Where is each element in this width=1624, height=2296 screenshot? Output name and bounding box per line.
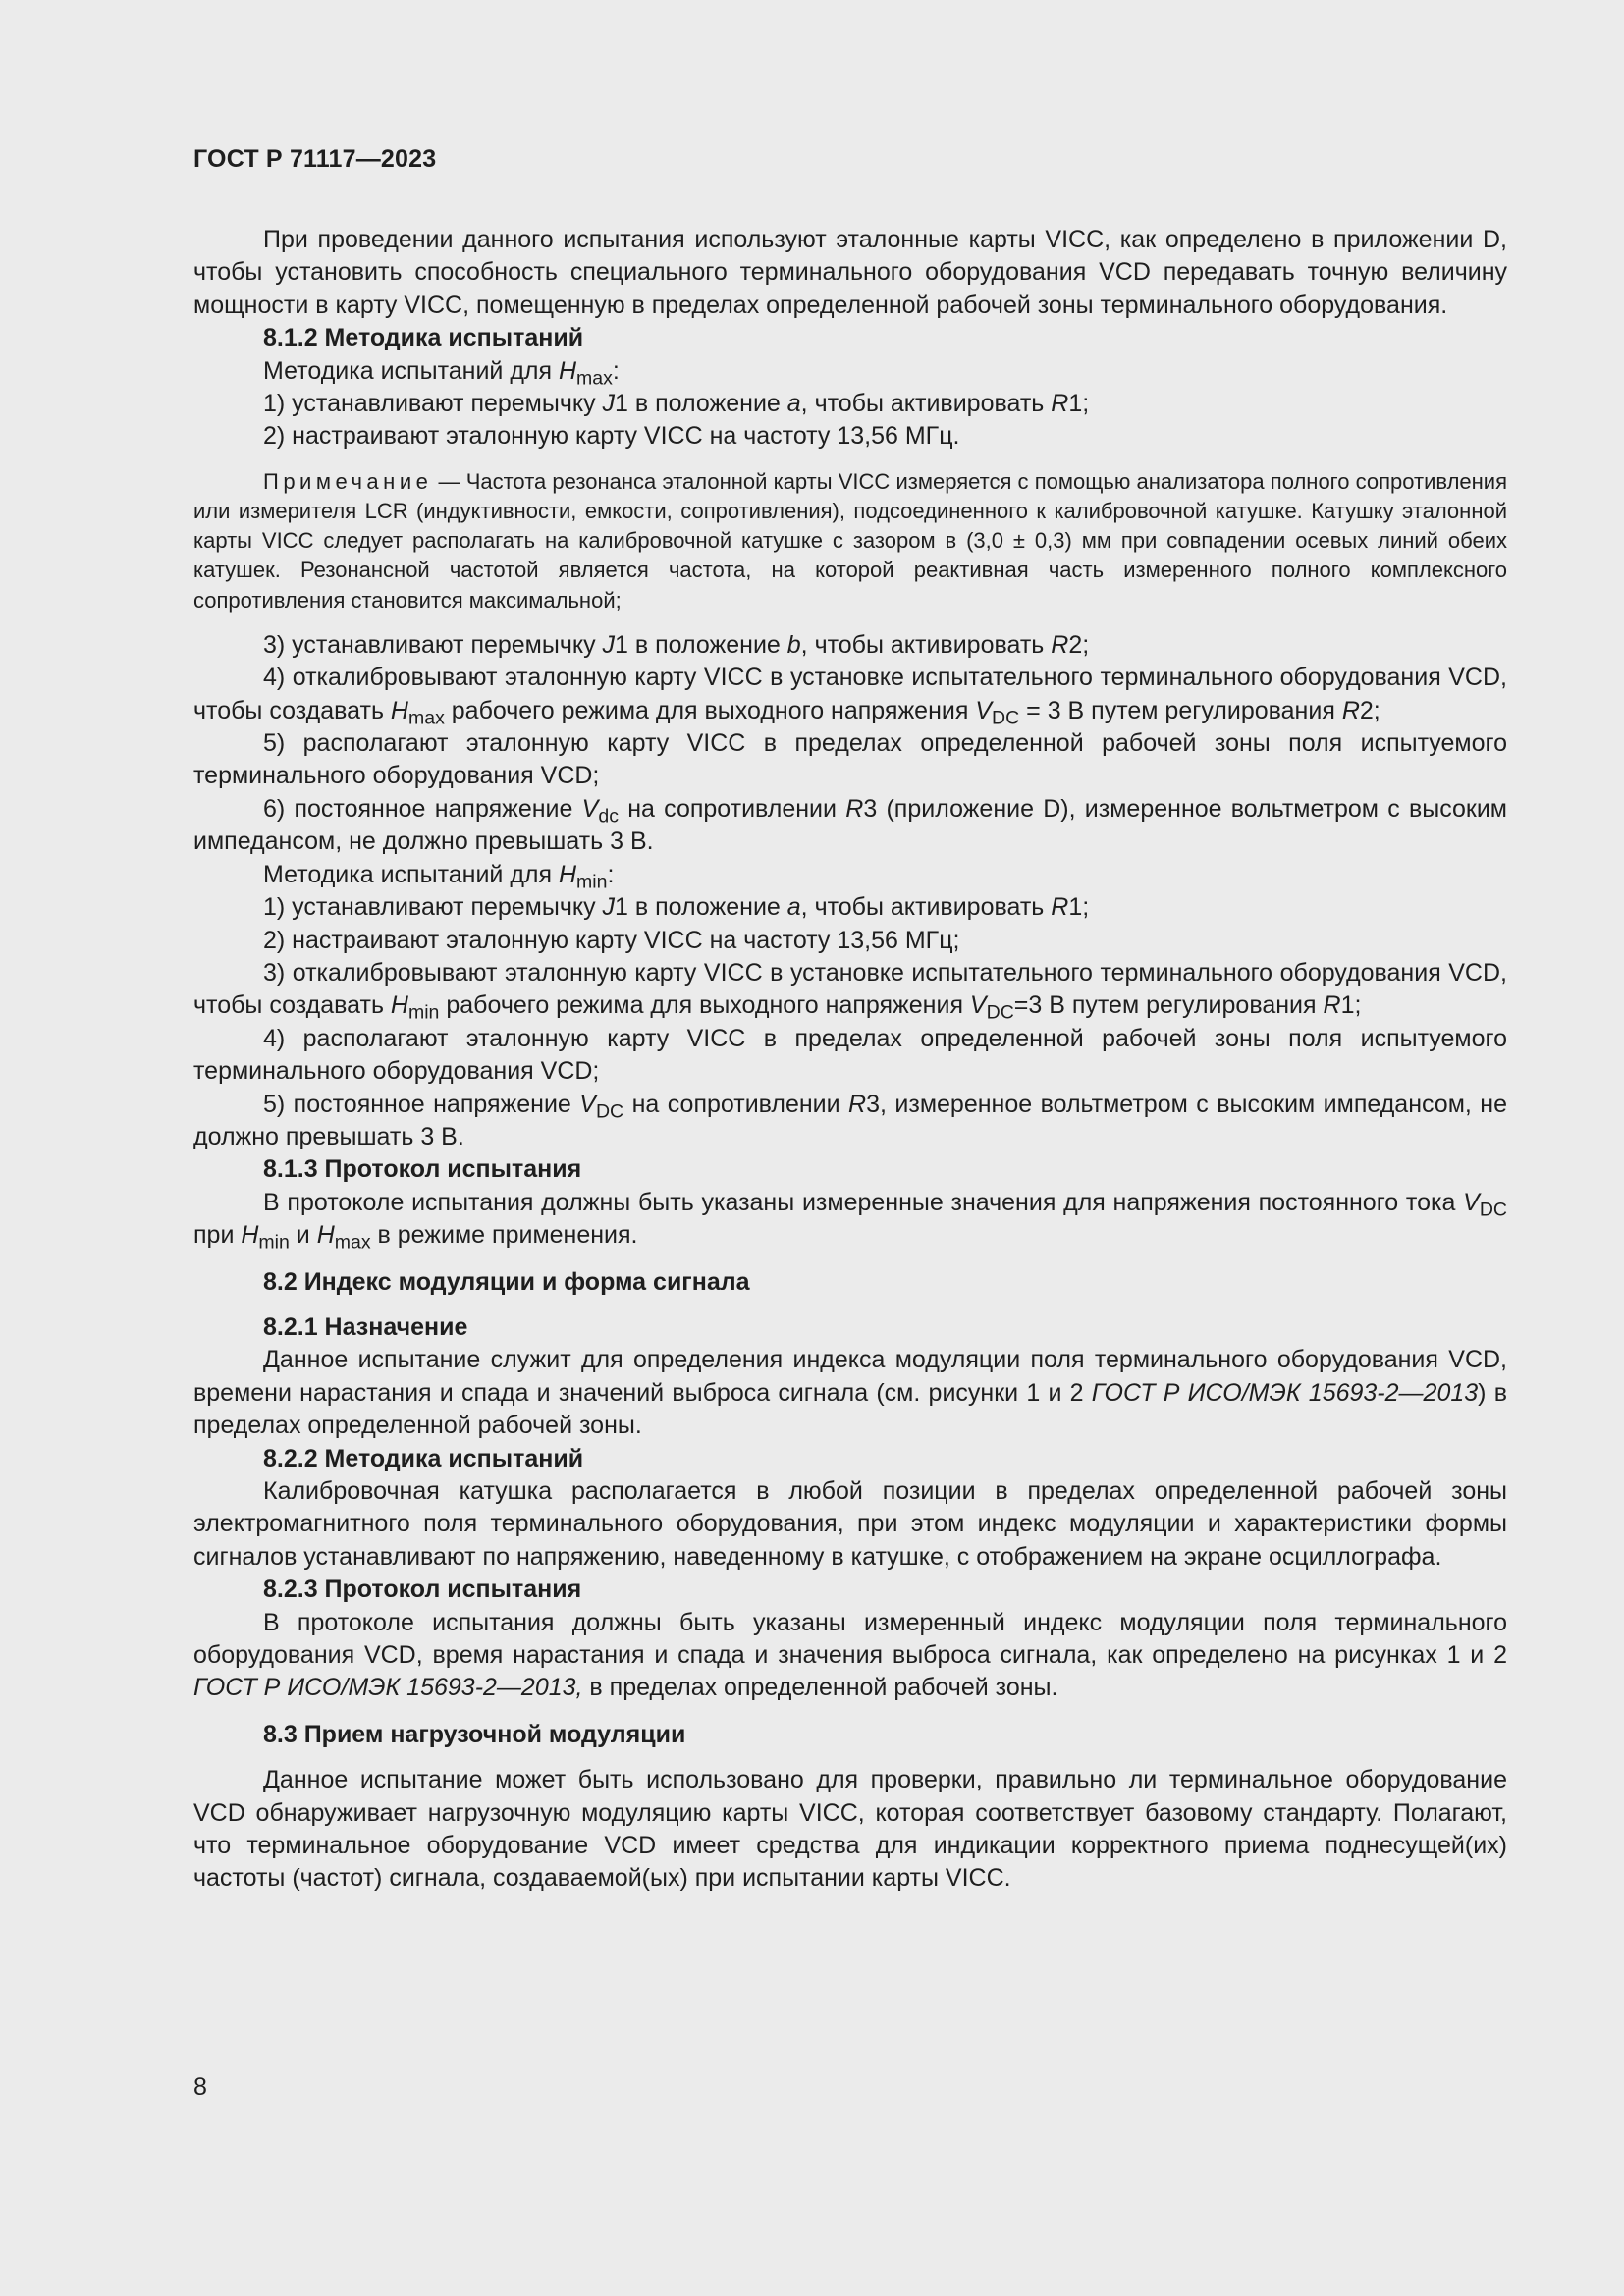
section-8-1-2-title: 8.1.2 Методика испытаний [263, 324, 584, 352]
hmax-step-6: 6) постоянное напряжение $V_{dc}$ на сопротивлении R3 (приложение D), измеренное вольтметром с высоким импедансом, не должно превышать 3 В. [193, 794, 1507, 856]
section-8-2-2-text: Калибровочная катушка располагается в любой позиции в пределах определенной рабочей зоны электромагнитного поля терминального оборудования, при этом индекс модуляции и характеристики формы сигналов устанавливают по напряжению, наведенному в катушке, с отображением на экране осциллографа. [193, 1477, 1507, 1571]
hmin-step-2: 2) настраивают эталонную карту VICC на частоту 13,56 МГц; [263, 926, 960, 954]
section-8-3-text: Данное испытание может быть использовано для проверки, правильно ли терминальное оборудование VCD обнаруживает нагрузочную модуляцию карты VICC, которая соответствует базовому стандарту. Полагают, что терминальное оборудование VCD имеет средства для индикации корректного приема поднесущей(их) частоты (частот) сигнала, создаваемой(ых) при испытании карты VICC. [193, 1766, 1507, 1893]
document-header: ГОСТ Р 71117—2023 [193, 145, 437, 173]
section-8-3-title: 8.3 Прием нагрузочной модуляции [263, 1720, 686, 1748]
hmin-step-4: 4) располагают эталонную карту VICC в пределах определенной рабочей зоны поля испытуемого терминального оборудования VCD; [193, 1024, 1507, 1086]
hmin-step-3: 3) откалибровывают эталонную карту VICC в установке испытательного терминального оборудования VCD, чтобы создавать $H_{min}$ рабочего режима для выходного напряжения $V_{DC}=3$ В путем регулирования R1; [193, 958, 1507, 1024]
section-8-2-3-text: В протоколе испытания должны быть указаны измеренный индекс модуляции поля терминального оборудования VCD, время нарастания и спада и значения выброса сигнала, как определено на рисунках 1 и 2 ГОСТ Р ИСО/МЭК 15693-2—2013, в пределах определенной рабочей зоны. [193, 1608, 1507, 1702]
hmax-method-line: Методика испытаний для $H_{max}$: [263, 356, 620, 390]
hmin-step-5: 5) постоянное напряжение $V_{DC}$ на сопротивлении R3, измеренное вольтметром с высоким импедансом, не должно превышать 3 В. [193, 1090, 1507, 1150]
section-8-2-1-text: Данное испытание служит для определения индекса модуляции поля терминального оборудования VCD, времени нарастания и спада и значений выброса сигнала (см. рисунки 1 и 2 ГОСТ Р ИСО/МЭК 15693-2—2013) в пределах определенной рабочей зоны. [193, 1346, 1507, 1440]
hmax-step-2: 2) настраивают эталонную карту VICC на частоту 13,56 МГц. [263, 422, 960, 451]
section-8-1-3-text: В протоколе испытания должны быть указаны измеренные значения для напряжения постоянного тока $V_{DC}$ при $H_{min}$ и $H_{max}$ в режиме применения. [193, 1188, 1507, 1254]
document-body [193, 224, 1507, 1896]
section-8-2-title: 8.2 Индекс модуляции и форма сигнала [263, 1267, 750, 1296]
page-number: 8 [193, 2073, 207, 2101]
section-8-1-3-title: 8.1.3 Протокол испытания [263, 1155, 582, 1184]
hmax-step-1: 1) устанавливают перемычку J1 в положение a, чтобы активировать R1; [263, 390, 1090, 418]
hmin-step-1: 1) устанавливают перемычку J1 в положение a, чтобы активировать R1; [263, 893, 1090, 922]
section-8-2-1-title: 8.2.1 Назначение [263, 1312, 468, 1341]
note-paragraph: Примечание — Частота резонанса эталонной карты VICC измеряется с помощью анализатора полного сопротивления или измерителя LCR (индуктивности, емкости, сопротивления), подсоединенного к калибровочной катушке. Катушку эталонной карты VICC следует располагать на калибровочной катушке с зазором в (3,0 ± 0,3) мм при совпадении осевых линий обеих катушек. Резонансной частотой является частота, на которой реактивная часть измеренного полного комплексного сопротивления становится максимальной; [193, 468, 1507, 613]
hmax-step-4: 4) откалибровывают эталонную карту VICC в установке испытательного терминального оборудования VCD, чтобы создавать $H_{max}$ рабочего режима для выходного напряжения $V_{DC} = 3$ В путем регулирования R2; [193, 664, 1507, 729]
hmax-step-3: 3) устанавливают перемычку J1 в положение b, чтобы активировать R2; [263, 630, 1090, 659]
note-label: Примечание [263, 468, 433, 494]
section-8-2-3-title: 8.2.3 Протокол испытания [263, 1575, 582, 1604]
hmax-step-5: 5) располагают эталонную карту VICC в пределах определенной рабочей зоны поля испытуемого терминального оборудования VCD; [193, 729, 1507, 790]
section-8-2-2-title: 8.2.2 Методика испытаний [263, 1444, 584, 1472]
hmin-method-line: Методика испытаний для $H_{min}$: [263, 860, 615, 893]
intro-paragraph: При проведении данного испытания используют эталонные карты VICC, как определено в приложении D, чтобы установить способность специального терминального оборудования VCD передавать точную величину мощности в карту VICC, помещенную в пределах определенной рабочей зоны терминального оборудования. [193, 226, 1507, 319]
